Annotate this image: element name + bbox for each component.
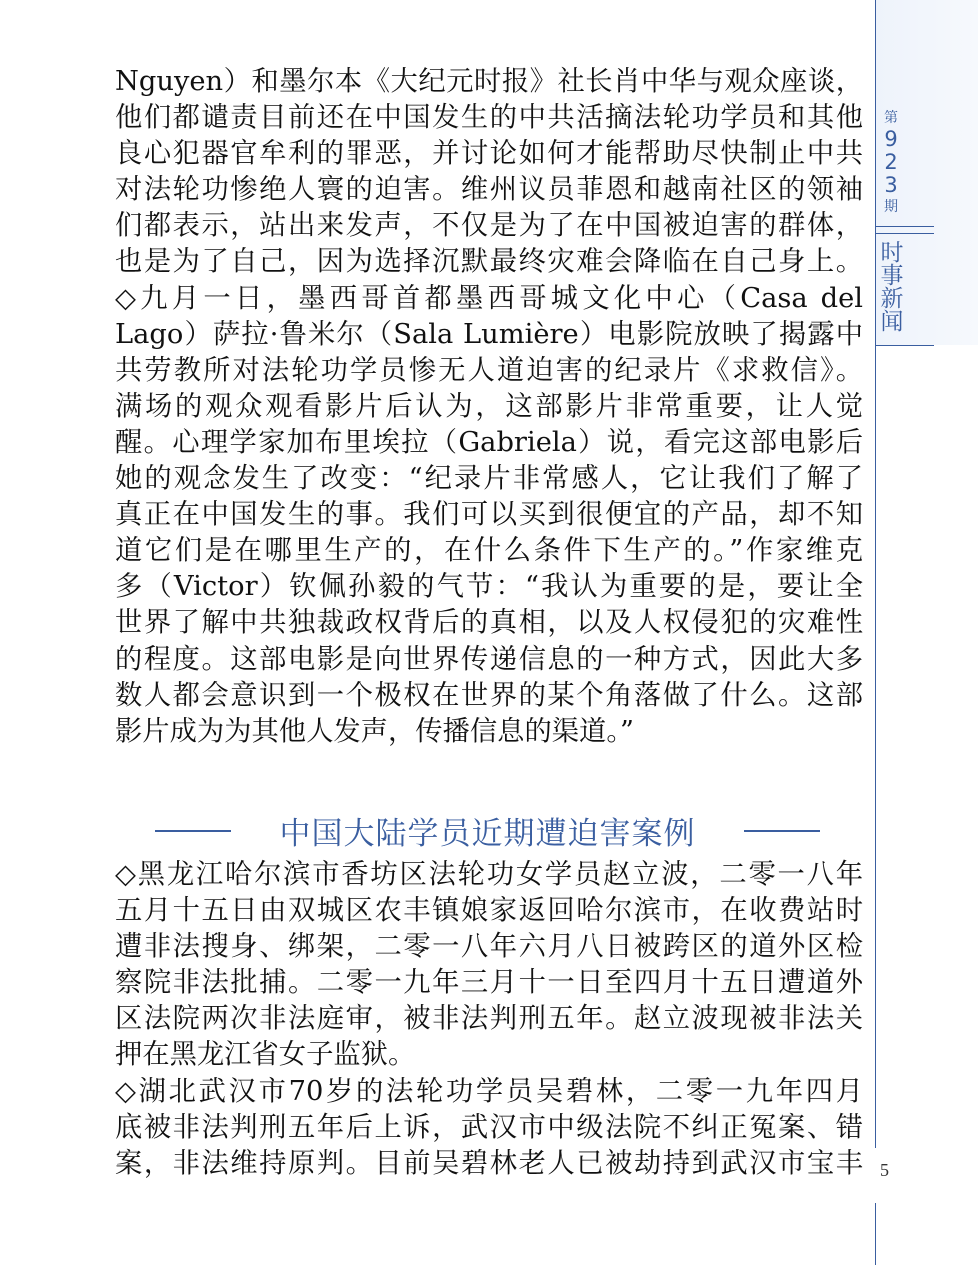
- issue-digit: 9: [884, 127, 898, 151]
- sidebar-divider-bottom: [876, 345, 934, 346]
- text-line: 醒。心理学家加布里埃拉（Gabriela）说，看完这部电影后: [115, 426, 863, 458]
- text-line: Nguyen）和墨尔本《大纪元时报》社长肖中华与观众座谈，: [115, 66, 863, 97]
- text-line: 多（Victor）钦佩孙毅的气节：“我认为重要的是，要让全: [115, 571, 863, 603]
- text-line: ◇湖北武汉市70岁的法轮功学员吴碧林，二零一九年四月: [115, 1075, 863, 1107]
- text-line: 满场的观众观看影片后认为，这部影片非常重要，让人觉: [115, 390, 863, 422]
- issue-number: [876, 108, 906, 217]
- text-line: 案，非法维持原判。目前吴碧林老人已被劫持到武汉市宝丰: [115, 1147, 863, 1179]
- text-line: 真正在中国发生的事。我们可以买到很便宜的产品，却不知: [115, 499, 863, 531]
- text-line: ◇黑龙江哈尔滨市香坊区法轮功女学员赵立波，二零一八年: [115, 859, 863, 890]
- text-line: 底被非法判刑五年后上诉，武汉市中级法院不纠正冤案、错: [115, 1111, 863, 1143]
- text-line: 区法院两次非法庭审，被非法判刑五年。赵立波现被非法关: [115, 1003, 863, 1035]
- section-char: 事: [880, 263, 904, 289]
- text-line: 察院非法批捕。二零一九年三月十一日至四月十五日遭道外: [115, 967, 863, 999]
- text-line: 她的观念发生了改变：“纪录片非常感人，它让我们了解了: [115, 463, 863, 495]
- article-body-upper: [115, 64, 863, 750]
- sidebar-border-bottom: [875, 1203, 876, 1265]
- text-line: 也是为了自己，因为选择沉默最终灾难会降临在自己身上。: [115, 246, 863, 278]
- sidebar-section-name: [879, 242, 905, 334]
- sidebar-divider-upper: [876, 226, 934, 227]
- text-line: 数人都会意识到一个极权在世界的某个角落做了什么。这部: [115, 679, 863, 711]
- page-number: 5: [880, 1160, 889, 1180]
- text-line: 对法轮功惨绝人寰的迫害。维州议员菲恩和越南社区的领袖: [115, 174, 863, 206]
- text-line: 共劳教所对法轮功学员惨无人道迫害的纪录片《求救信》。: [115, 354, 863, 386]
- text-line: 押在黑龙江省女子监狱。: [115, 1039, 416, 1071]
- heading-rule-left: [155, 830, 231, 832]
- text-line: 影片成为为其他人发声，传播信息的渠道。”: [115, 715, 634, 747]
- issue-prefix: 第: [884, 110, 898, 126]
- text-line: 他们都谴责目前还在中国发生的中共活摘法轮功学员和其他: [115, 102, 863, 134]
- issue-suffix: 期: [884, 199, 898, 215]
- section-heading: [155, 808, 820, 853]
- sidebar-divider-lower: [876, 233, 934, 234]
- issue-digit: 3: [884, 173, 898, 197]
- section-title: 中国大陆学员近期遭迫害案例: [279, 816, 696, 852]
- text-line: 遭非法搜身、绑架，二零一八年六月八日被跨区的道外区检: [115, 931, 863, 963]
- section-char: 新: [880, 286, 904, 312]
- text-line: 道它们是在哪里生产的，在什么条件下生产的。”作家维克: [115, 535, 863, 567]
- section-char: 闻: [880, 309, 904, 335]
- text-line: 五月十五日由双城区农丰镇娘家返回哈尔滨市，在收费站时: [115, 895, 863, 927]
- text-line: 良心犯器官牟利的罪恶，并讨论如何才能帮助尽快制止中共: [115, 138, 863, 170]
- heading-rule-right: [744, 830, 820, 832]
- section-char: 时: [880, 240, 904, 266]
- text-line: 们都表示，站出来发声，不仅是为了在中国被迫害的群体，: [115, 210, 863, 242]
- text-line: 的程度。这部电影是向世界传递信息的一种方式，因此大多: [115, 643, 863, 675]
- issue-digit: 2: [884, 150, 898, 174]
- text-line: Lago）萨拉·鲁米尔（Sala Lumière）电影院放映了揭露中: [115, 318, 863, 350]
- text-line: ◇九月一日，墨西哥首都墨西哥城文化中心（Casa del: [115, 282, 863, 314]
- text-line: 世界了解中共独裁政权背后的真相，以及人权侵犯的灾难性: [115, 607, 863, 639]
- article-body-lower: [115, 857, 863, 1182]
